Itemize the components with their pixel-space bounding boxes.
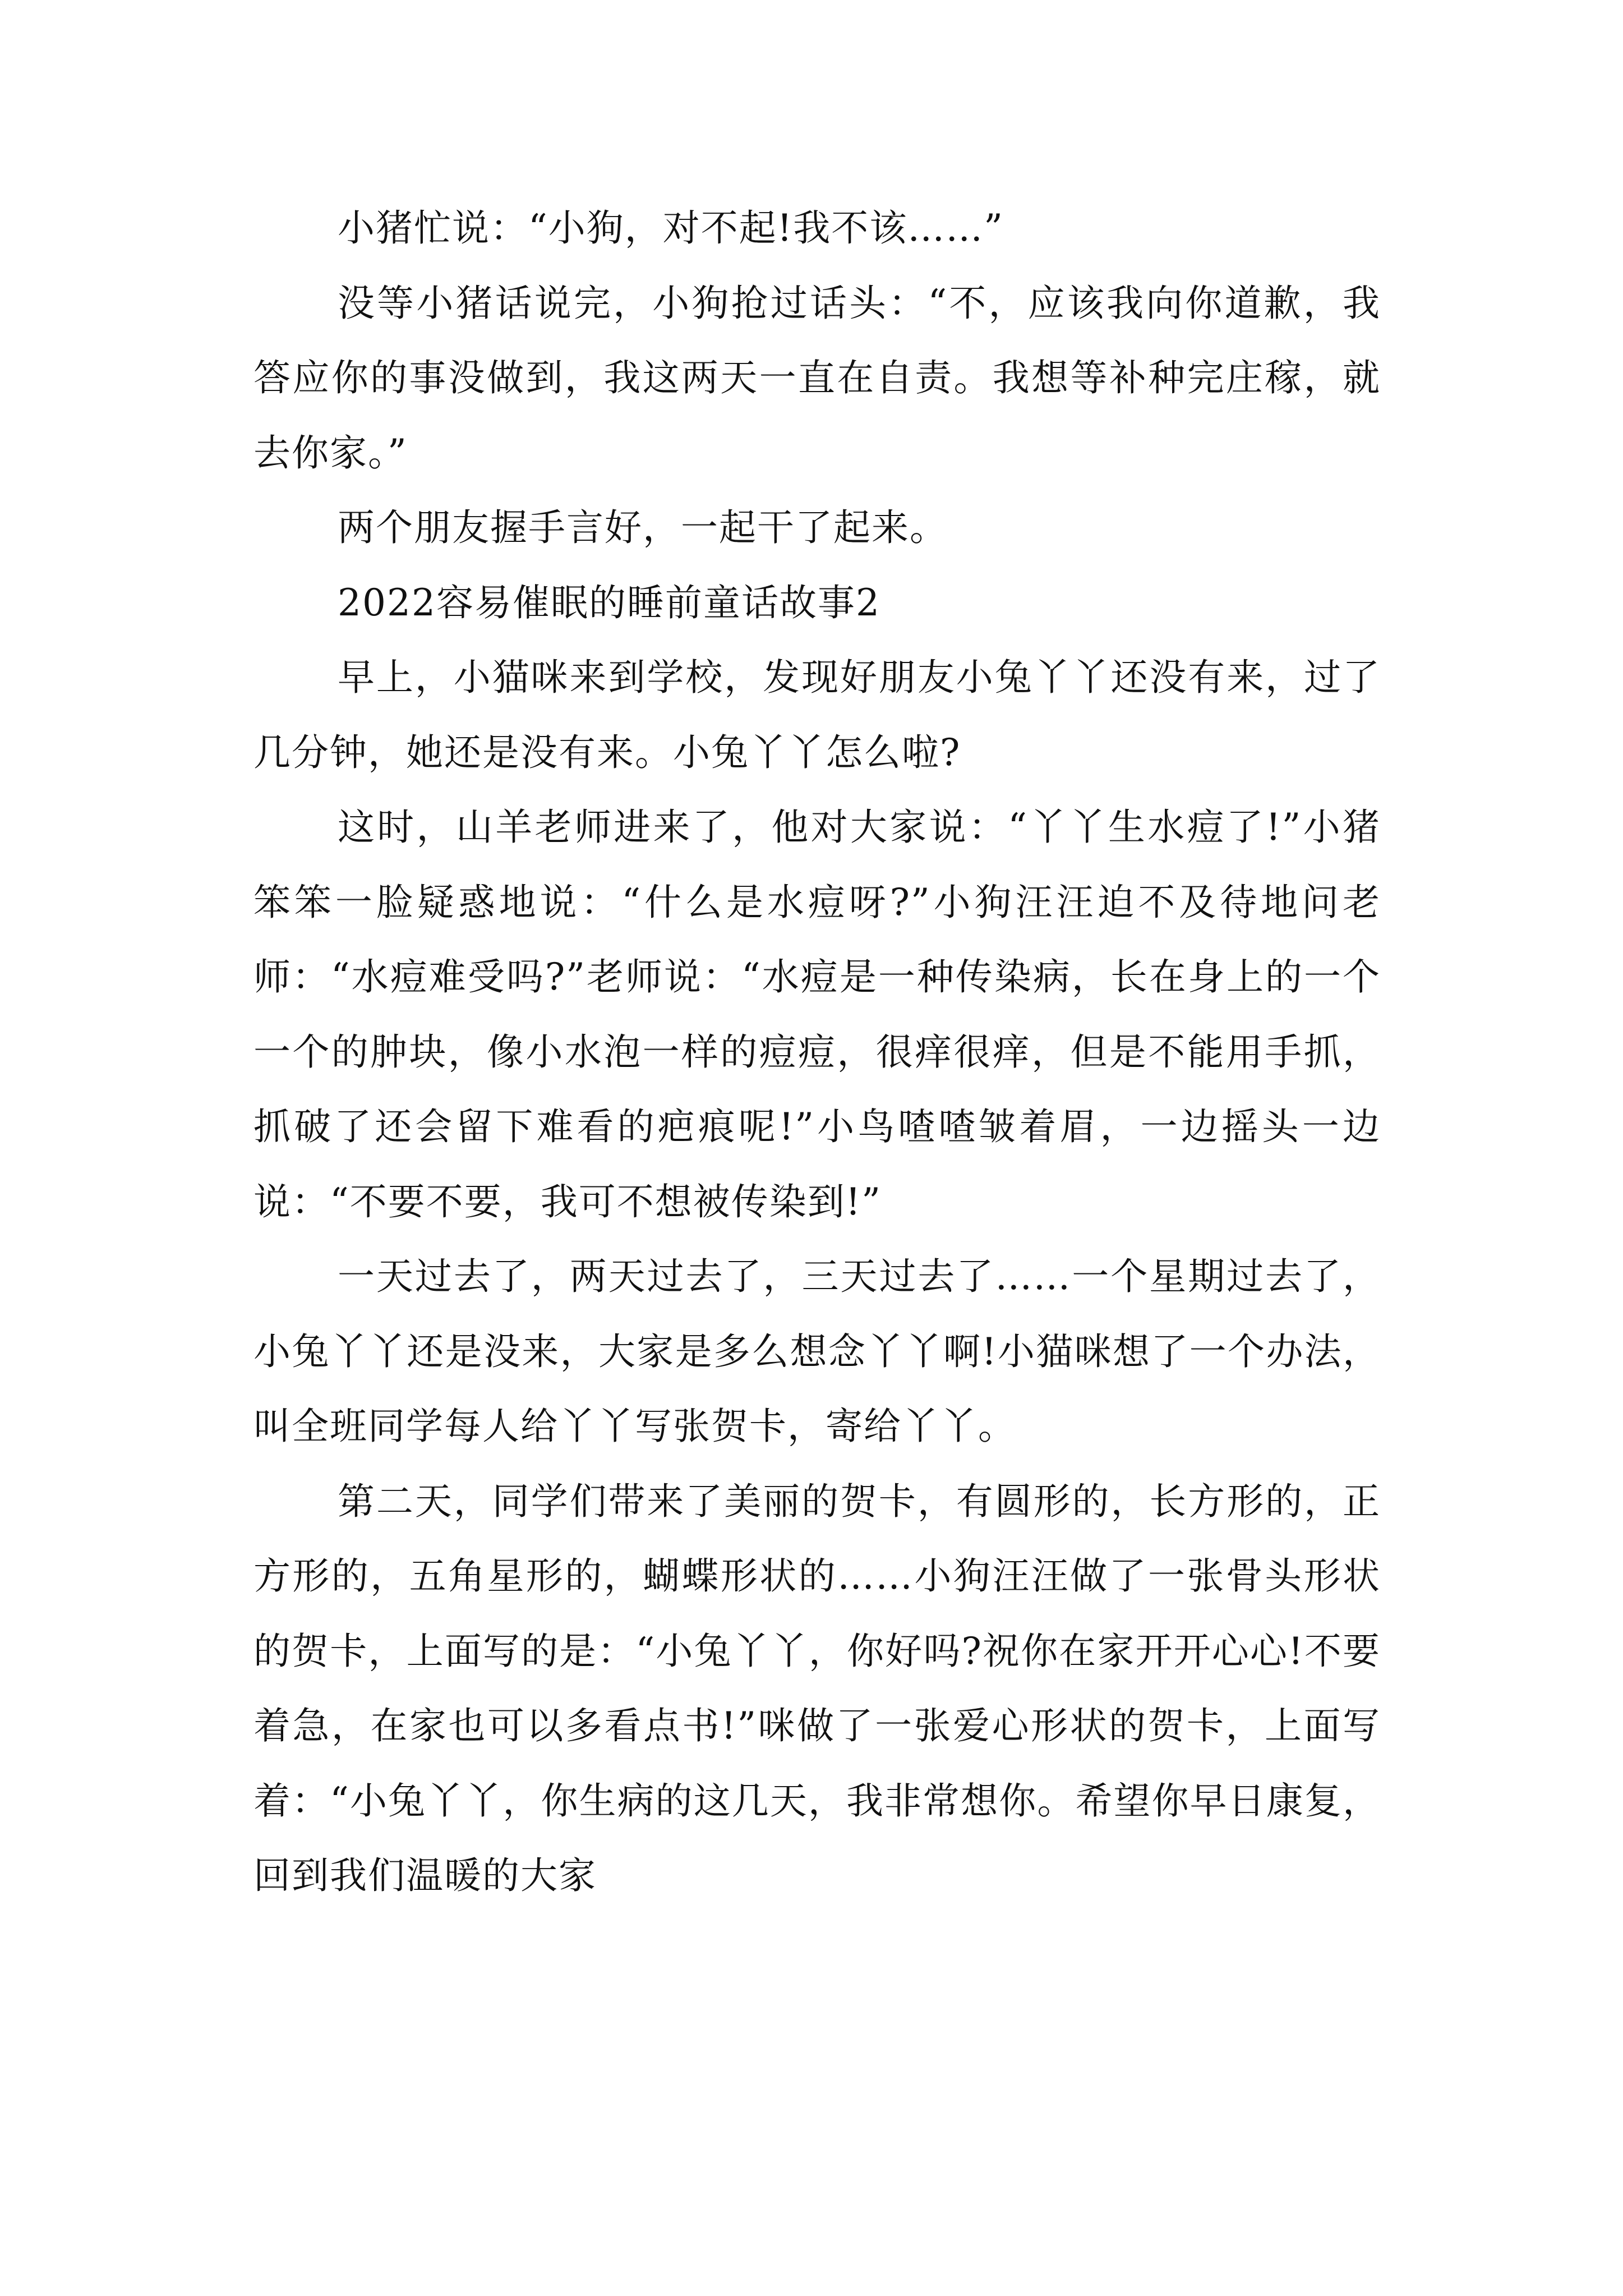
story-text [253,191,1381,1913]
story-heading: 2022容易催眠的睡前童话故事2 [338,581,880,624]
paragraph: 第二天，同学们带来了美丽的贺卡，有圆形的，长方形的，正方形的，五角星形的，蝴蝶形状的……小狗汪汪做了一张骨头形状的贺卡，上面写的是：“小兔丫丫，你好吗?祝你在家开开心心!不要着急，在家也可以多看点书!”咪做了一张爱心形状的贺卡，上面写着：“小兔丫丫，你生病的这几天，我非常想你。希望你早日康复，回到我们温暖的大家 [253,1479,1381,1897]
paragraph: 小猪忙说：“小狗，对不起!我不该……” [338,206,1004,250]
paragraph: 一天过去了，两天过去了，三天过去了……一个星期过去了，小兔丫丫还是没来，大家是多么想念丫丫啊!小猫咪想了一个办法，叫全班同学每人给丫丫写张贺卡，寄给丫丫。 [253,1255,1381,1448]
paragraph: 两个朋友握手言好，一起干了起来。 [338,506,948,549]
paragraph: 早上，小猫咪来到学校，发现好朋友小兔丫丫还没有来，过了几分钟，她还是没有来。小兔丫丫怎么啦? [253,656,1381,774]
paragraph: 没等小猪话说完，小狗抢过话头：“不，应该我向你道歉，我答应你的事没做到，我这两天一直在自责。我想等补种完庄稼，就去你家。” [253,281,1381,475]
paragraph: 这时，山羊老师进来了，他对大家说：“丫丫生水痘了!”小猪笨笨一脸疑惑地说：“什么是水痘呀?”小狗汪汪迫不及待地问老师：“水痘难受吗?”老师说：“水痘是一种传染病，长在身上的一个一个的肿块，像小水泡一样的痘痘，很痒很痒，但是不能用手抓，抓破了还会留下难看的疤痕呢!”小鸟喳喳皱着眉，一边摇头一边说：“不要不要，我可不想被传染到!” [253,806,1381,1223]
